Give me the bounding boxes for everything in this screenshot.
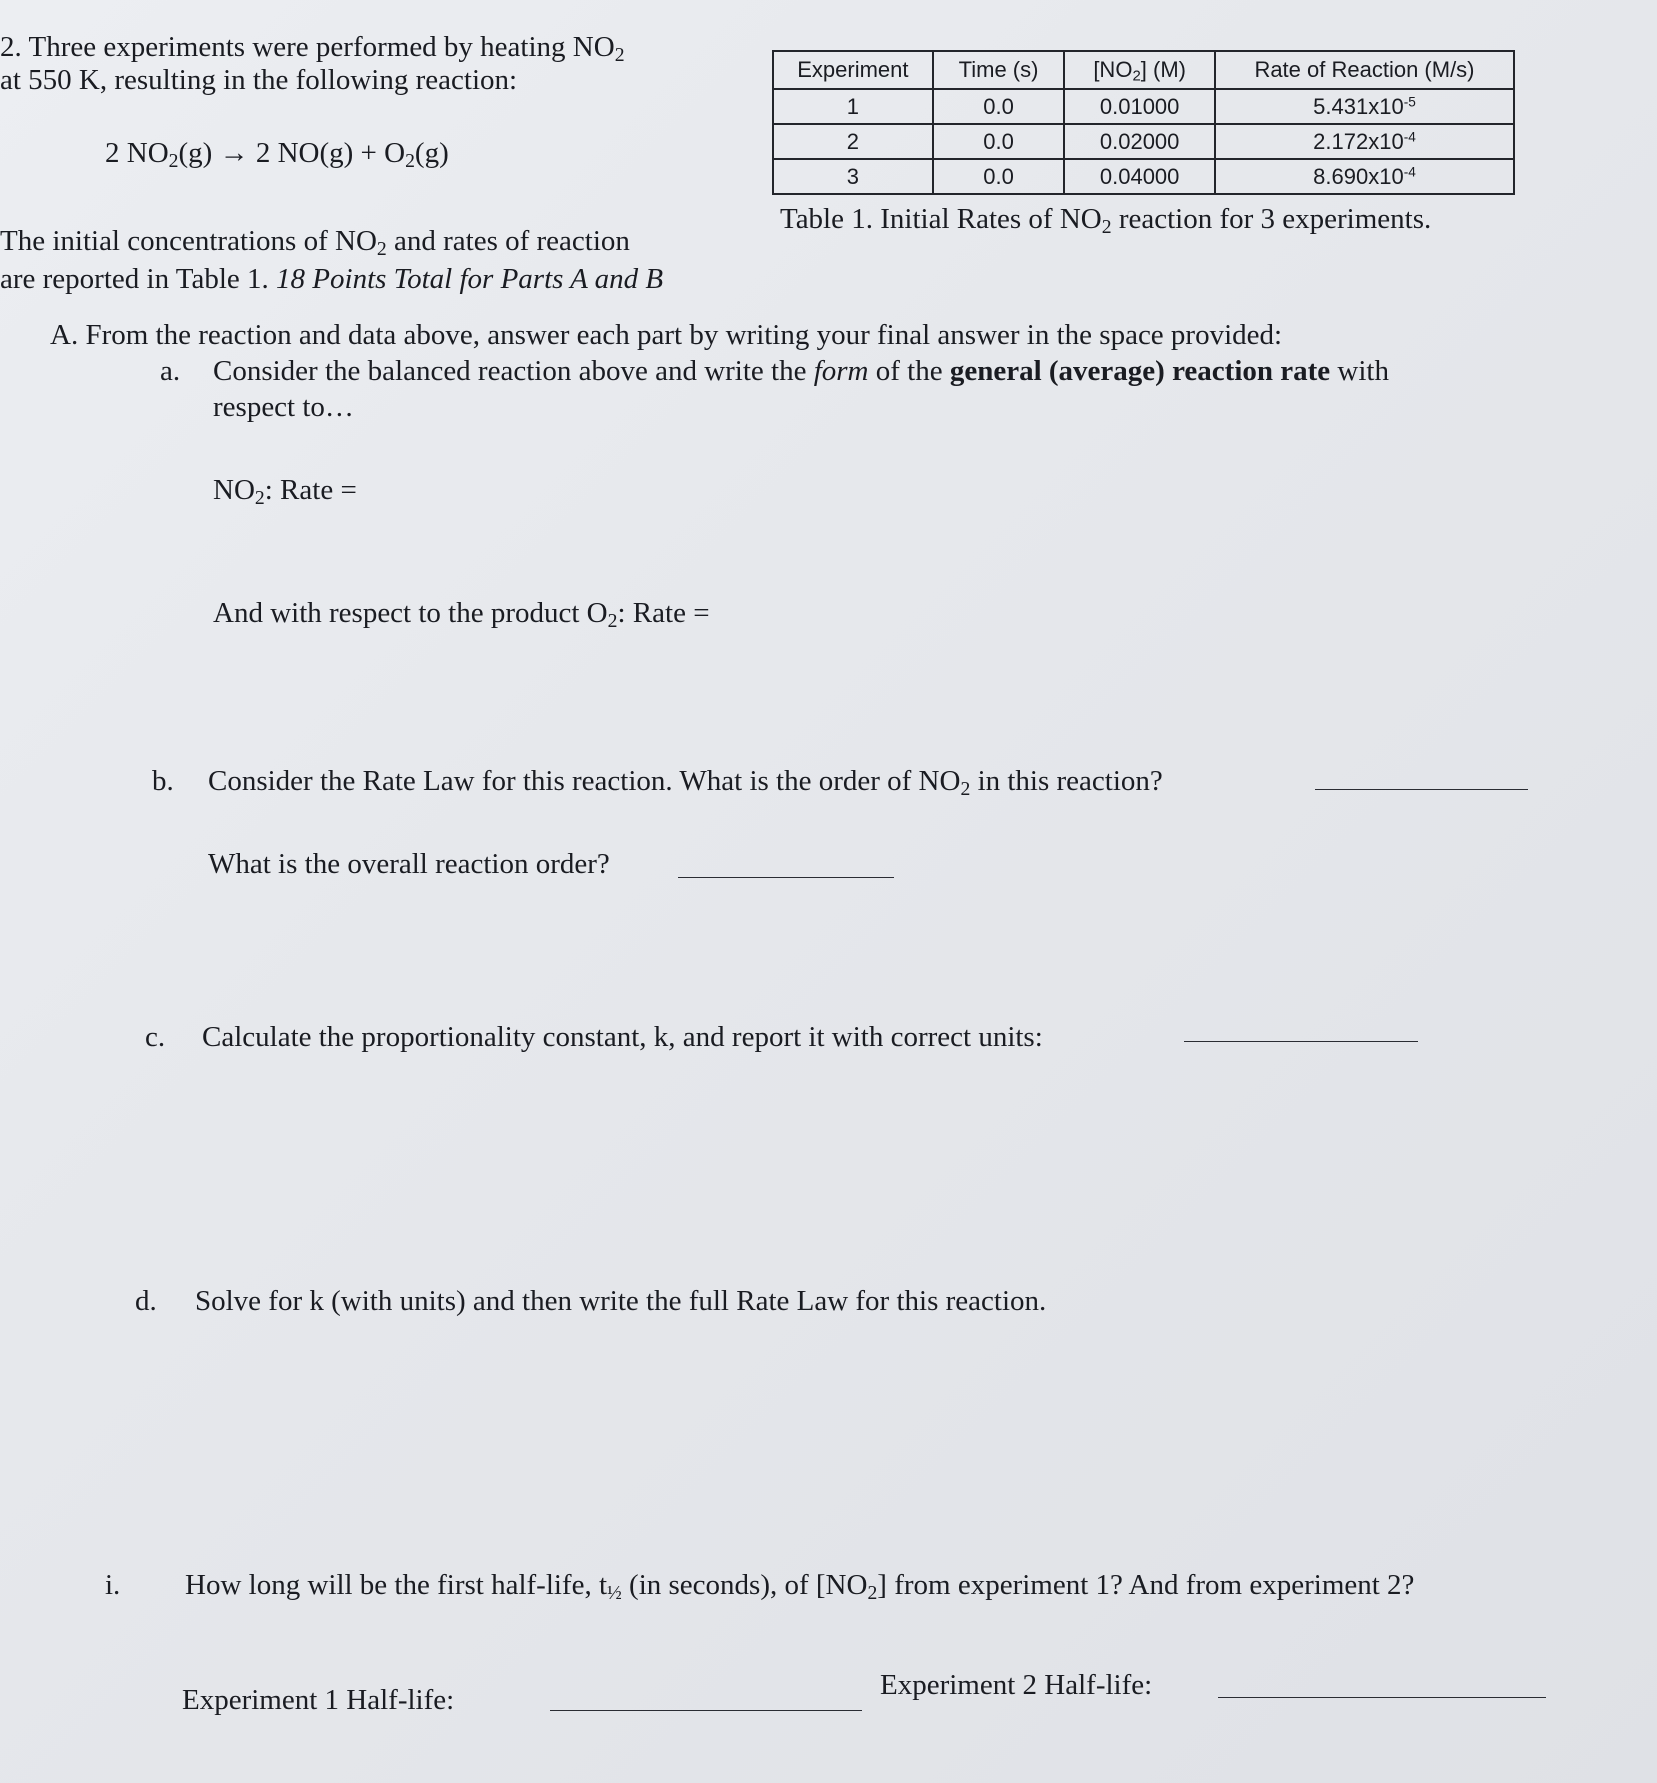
table-row [773, 159, 1514, 194]
experiment-2-half-life-field[interactable] [1218, 1697, 1546, 1698]
no2-rate-prompt: $NO_2$: Rate = [213, 474, 357, 509]
cell-concentration: 0.02000 [1064, 124, 1215, 159]
cell-experiment: 2 [773, 124, 933, 159]
table-header-row [773, 51, 1514, 89]
part-d-question: Solve for k (with units) and then write the full Rate Law for this reaction. [195, 1285, 1047, 1317]
overall-order-answer-field[interactable] [678, 877, 894, 878]
part-b-question-1: Consider the Rate Law for this reaction. What is the order of $NO_2$ in this reaction? [208, 765, 1163, 800]
part-c-question: Calculate the proportionality constant, k, and report it with correct units: [202, 1021, 1043, 1053]
points-note: 18 Points Total for Parts A and B [276, 263, 664, 295]
experiment-1-half-life-field[interactable] [550, 1710, 862, 1711]
rate-constant-answer-field[interactable] [1184, 1041, 1418, 1042]
part-a-heading: A. From the reaction and data above, answer each part by writing your final answer in the space provided: [50, 319, 1283, 351]
cell-time: 0.0 [933, 124, 1065, 159]
header-concentration: $[NO_2]$ (M) [1064, 51, 1215, 89]
cell-rate: $5.431x10^{-5}$ [1215, 89, 1514, 124]
part-b-question-2: What is the overall reaction order? [208, 848, 610, 880]
intro-line-2: at 550 K, resulting in the following reaction: [0, 64, 518, 96]
cell-rate: $2.172x10^{-4}$ [1215, 124, 1514, 159]
cell-concentration: 0.04000 [1064, 159, 1215, 194]
cell-time: 0.0 [933, 159, 1065, 194]
initial-rates-table [772, 50, 1515, 195]
part-i-question: How long will be the first half-life, $t_{\frac{1}{2}}$ (in seconds), of $[NO_2]$ from experiment 1? And from experiment 2? [185, 1569, 1415, 1604]
experiment-1-half-life-prompt: Experiment 1 Half-life: [182, 1684, 455, 1716]
intro-line-1: 2. Three experiments were performed by heating $NO_2$ [0, 31, 625, 66]
intro-line-4: are reported in Table 1. 18 Points Total for Parts A and B [0, 263, 664, 295]
reaction-equation: 2 $NO_2(g) \to 2$ $NO(g) + O_2(g)$ [105, 137, 449, 172]
intro-line-3: The initial concentrations of $NO_2$ and rates of reaction [0, 225, 630, 260]
header-time: Time (s) [933, 51, 1065, 89]
experiment-2-half-life-prompt: Experiment 2 Half-life: [880, 1669, 1153, 1701]
part-i-label: i. [105, 1569, 121, 1601]
cell-time: 0.0 [933, 89, 1065, 124]
cell-experiment: 1 [773, 89, 933, 124]
cell-rate: $8.690x10^{-4}$ [1215, 159, 1514, 194]
order-no2-answer-field[interactable] [1315, 789, 1528, 790]
part-a-label: a. [160, 355, 181, 387]
part-a-question: Consider the balanced reaction above and write the form of the general (average) reaction rate with [213, 355, 1389, 387]
part-b-label: b. [152, 765, 174, 797]
part-d-label: d. [135, 1285, 157, 1317]
part-a-question-line-2: respect to… [213, 391, 354, 423]
cell-concentration: 0.01000 [1064, 89, 1215, 124]
header-experiment: Experiment [773, 51, 933, 89]
header-rate: Rate of Reaction (M/s) [1215, 51, 1514, 89]
table-caption: Table 1. Initial Rates of $NO_2$ reaction for 3 experiments. [780, 203, 1432, 238]
table-row [773, 124, 1514, 159]
cell-experiment: 3 [773, 159, 933, 194]
part-c-label: c. [145, 1021, 166, 1053]
table-row [773, 89, 1514, 124]
o2-rate-prompt: And with respect to the product $O_2$: Rate = [213, 597, 710, 632]
